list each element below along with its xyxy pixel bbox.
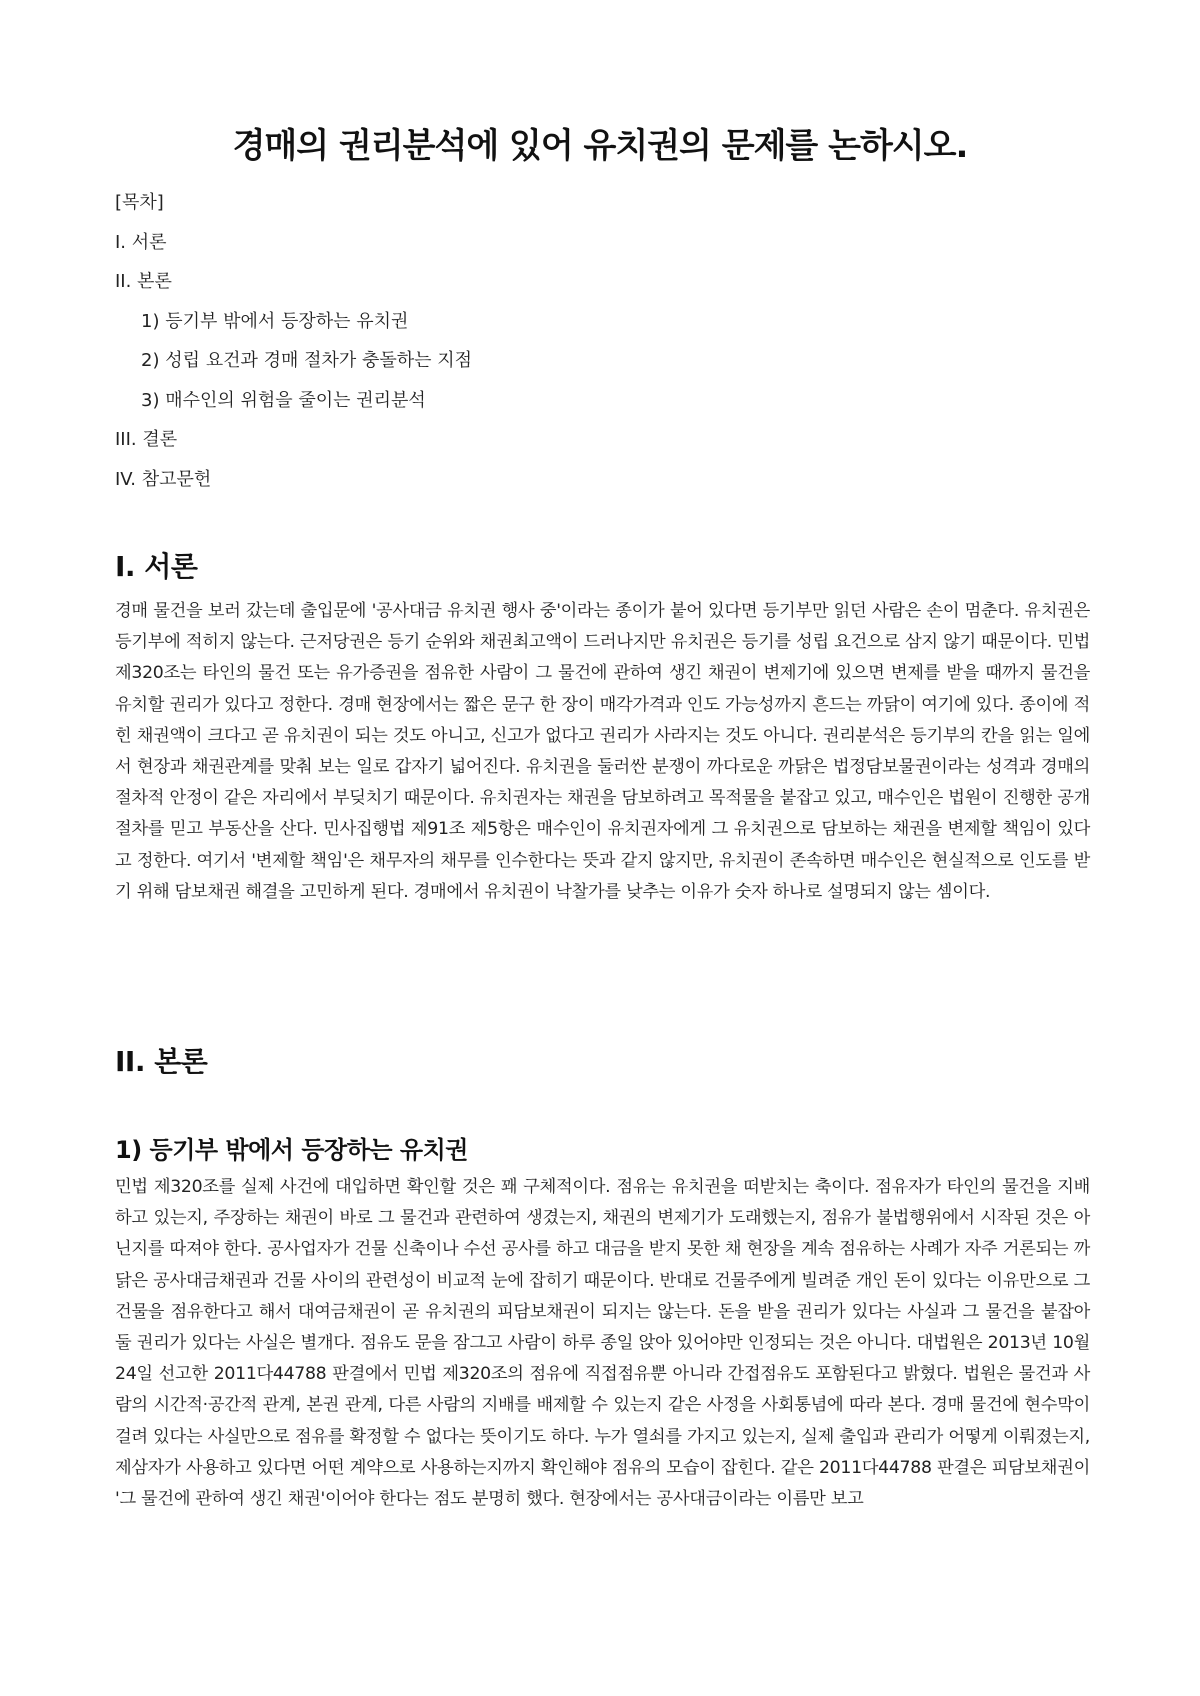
subsection-1-paragraph: 민법 제320조를 실제 사건에 대입하면 확인할 것은 꽤 구체적이다. 점유는 유치권을 떠받치는 축이다. 점유자가 타인의 물건을 지배하고 있는지, 주장하는 채권이 바로 그 물건과 관련하여 생겼는지, 채권의 변제기가 도래했는지, 점유가 불법행위에서 시작된 것은 아닌지를 따져야 한다. 공사업자가 건물 신축이나 수선 공사를 하고 대금을 받지 못한 채 현장을 계속 점유하는 사례가 자주 거론되는 까닭은 공사대금채권과 건물 사이의 관련성이 비교적 눈에 잡히기 때문이다. 반대로 건물주에게 빌려준 개인 돈이 있다는 이유만으로 그 건물을 점유한다고 해서 대여금채권이 곧 유치권의 피담보채권이 되지는 않는다. 돈을 받을 권리가 있다는 사실과 그 물건을 붙잡아 둘 권리가 있다는 사실은 별개다. 점유도 문을 잠그고 사람이 하루 종일 앉아 있어야만 인정되는 것은 아니다. 대법원은 2013년 10월 24일 선고한 2011다44788 판결에서 민법 제320조의 점유에 직접점유뿐 아니라 간접점유도 포함된다고 밝혔다. 법원은 물건과 사람의 시간적·공간적 관계, 본권 관계, 다른 사람의 지배를 배제할 수 있는지 같은 사정을 사회통념에 따라 본다. 경매 물건에 현수막이 걸려 있다는 사실만으로 점유를 확정할 수 없다는 뜻이기도 하다. 누가 열쇠를 가지고 있는지, 실제 출입과 관리가 어떻게 이뤄졌는지, 제삼자가 사용하고 있다면 어떤 계약으로 사용하는지까지 확인해야 점유의 모습이 잡힌다. 같은 2011다44788 판결은 피담보채권이 '그 물건에 관하여 생긴 채권'이어야 한다는 점도 분명히 했다. 현장에서는 공사대금이라는 이름만 보고 <box>115 1177 1090 1510</box>
section-heading-body: II. 본론 <box>115 1045 208 1078</box>
toc-subitem: 3) 매수인의 위험을 줄이는 권리분석 <box>141 389 426 411</box>
subsection-heading-1: 1) 등기부 밖에서 등장하는 유치권 <box>115 1136 468 1164</box>
toc-heading: [목차] <box>115 192 164 213</box>
toc-item: III. 결론 <box>115 429 178 450</box>
section-heading-intro: I. 서론 <box>115 550 198 583</box>
intro-paragraph: 경매 물건을 보러 갔는데 출입문에 '공사대금 유치권 행사 중'이라는 종이가 붙어 있다면 등기부만 읽던 사람은 손이 멈춘다. 유치권은 등기부에 적히지 않는다. 근저당권은 등기 순위와 채권최고액이 드러나지만 유치권은 등기를 성립 요건으로 삼지 않기 때문이다. 민법 제320조는 타인의 물건 또는 유가증권을 점유한 사람이 그 물건에 관하여 생긴 채권이 변제기에 있으면 변제를 받을 때까지 물건을 유치할 권리가 있다고 정한다. 경매 현장에서는 짧은 문구 한 장이 매각가격과 인도 가능성까지 흔드는 까닭이 여기에 있다. 종이에 적힌 채권액이 크다고 곧 유치권이 되는 것도 아니고, 신고가 없다고 권리가 사라지는 것도 아니다. 권리분석은 등기부의 칸을 읽는 일에서 현장과 채권관계를 맞춰 보는 일로 갑자기 넓어진다. 유치권을 둘러싼 분쟁이 까다로운 까닭은 법정담보물권이라는 성격과 경매의 절차적 안정이 같은 자리에서 부딪치기 때문이다. 유치권자는 채권을 담보하려고 목적물을 붙잡고 있고, 매수인은 법원이 진행한 공개절차를 믿고 부동산을 산다. 민사집행법 제91조 제5항은 매수인이 유치권자에게 그 유치권으로 담보하는 채권을 변제할 책임이 있다고 정한다. 여기서 '변제할 책임'은 채무자의 채무를 인수한다는 뜻과 같지 않지만, 유치권이 존속하면 매수인은 현실적으로 인도를 받기 위해 담보채권 해결을 고민하게 된다. 경매에서 유치권이 낙찰가를 낮추는 이유가 숫자 하나로 설명되지 않는 셈이다. <box>115 601 1090 902</box>
toc-item: I. 서론 <box>115 231 167 253</box>
toc-subitem: 2) 성립 요건과 경매 절차가 충돌하는 지점 <box>141 350 473 371</box>
table-of-contents <box>115 192 1085 508</box>
document-title: 경매의 권리분석에 있어 유치권의 문제를 논하시오. <box>232 126 968 166</box>
toc-item: IV. 참고문헌 <box>115 468 212 490</box>
toc-subitem: 1) 등기부 밖에서 등장하는 유치권 <box>141 310 409 332</box>
toc-item: II. 본론 <box>115 271 172 292</box>
